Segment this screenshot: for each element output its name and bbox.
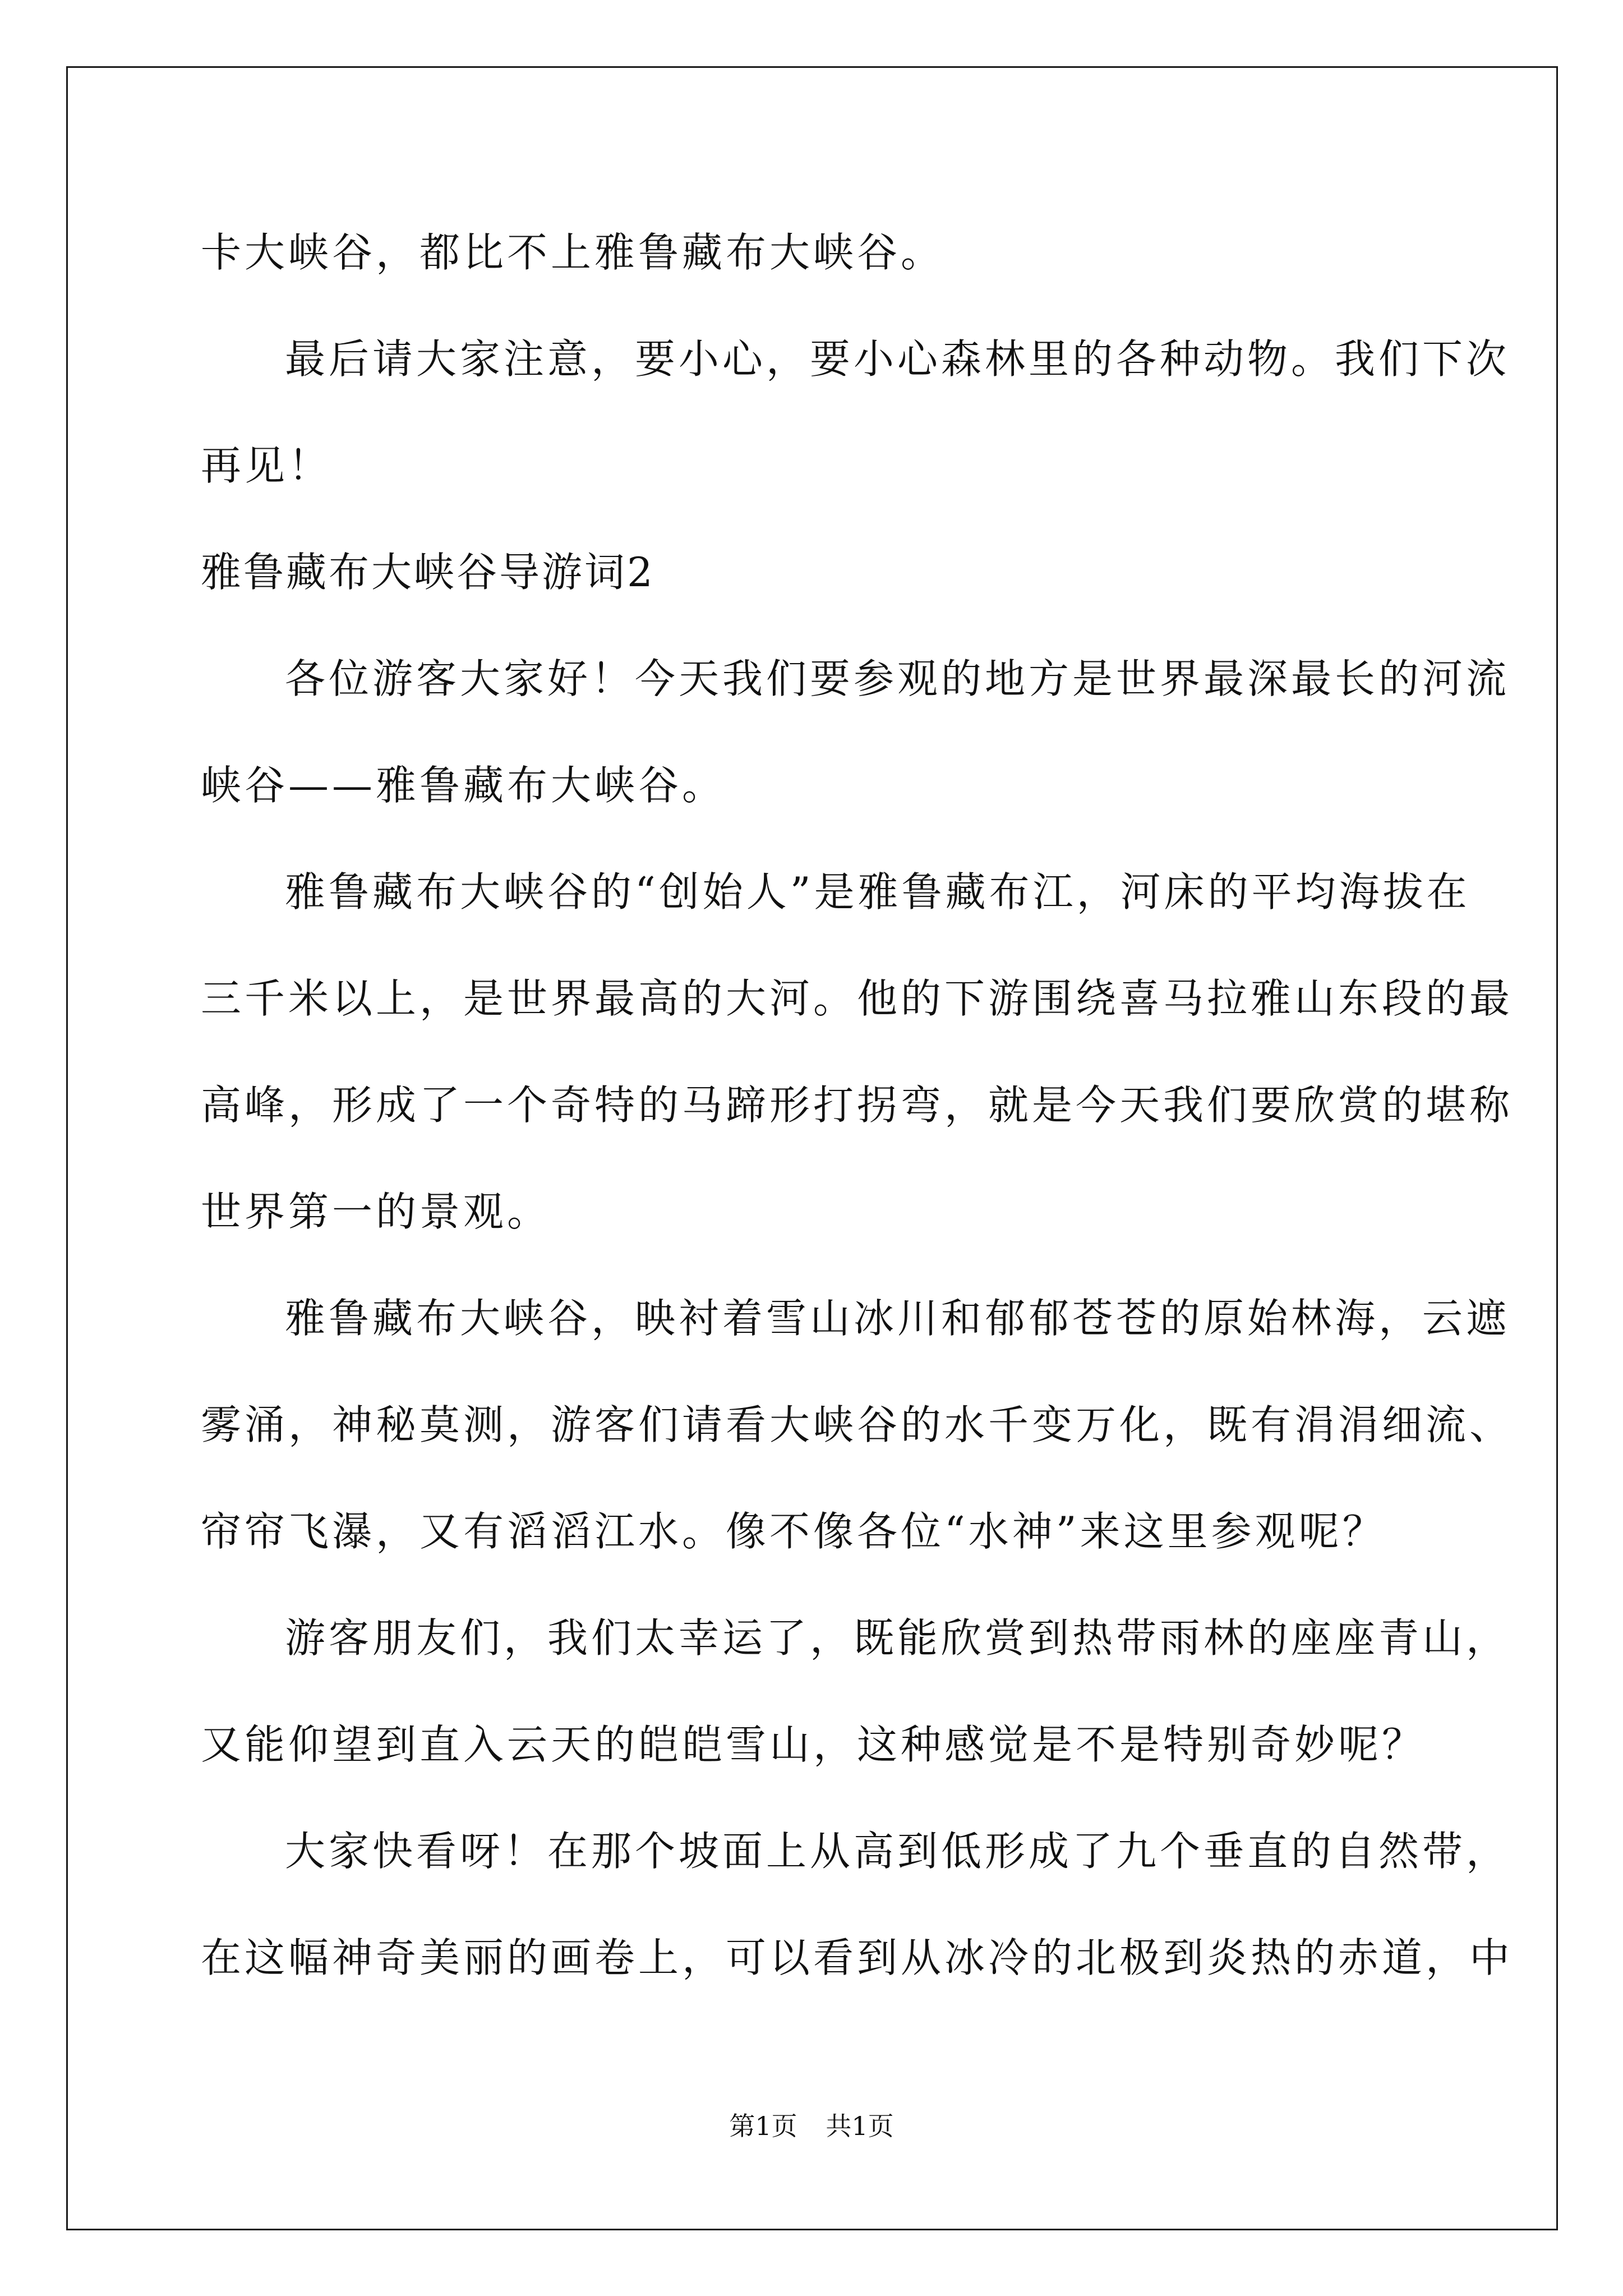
text-line: 峡谷——雅鲁藏布大峡谷。 [201, 762, 726, 809]
text-line: 又能仰望到直入云天的皑皑雪山，这种感觉是不是特别奇妙呢？ [201, 1721, 1426, 1768]
text-line: 在这幅神奇美丽的画卷上，可以看到从冰冷的北极到炎热的赤道，中 [201, 1934, 1514, 1981]
text-line: 卡大峡谷，都比不上雅鲁藏布大峡谷。 [201, 229, 945, 276]
text-line: 帘帘飞瀑，又有滔滔江水。像不像各位“水神”来这里参观呢？ [201, 1508, 1386, 1555]
text-line: 世界第一的景观。 [201, 1188, 551, 1235]
paragraph-line: 雅鲁藏布大峡谷，映衬着雪山冰川和郁郁苍苍的原始林海，云遮 [285, 1295, 1510, 1342]
text-line: 三千米以上，是世界最高的大河。他的下游围绕喜马拉雅山东段的最 [201, 975, 1514, 1022]
paragraph-line: 雅鲁藏布大峡谷的“创始人”是雅鲁藏布江，河床的平均海拔在 [285, 868, 1470, 915]
text-line: 再见！ [201, 442, 333, 489]
page-footer [0, 2109, 1623, 2143]
document-body [201, 219, 1514, 2031]
paragraph-line: 游客朋友们，我们太幸运了，既能欣赏到热带雨林的座座青山， [285, 1614, 1510, 1662]
paragraph-line: 各位游客大家好！今天我们要参观的地方是世界最深最长的河流 [285, 655, 1510, 702]
page-total: 共1页 [826, 2111, 894, 2141]
text-line: 雾涌，神秘莫测，游客们请看大峡谷的水千变万化，既有涓涓细流、 [201, 1401, 1514, 1448]
page-number: 第1页 [729, 2111, 797, 2141]
paragraph-line: 最后请大家注意，要小心，要小心森林里的各种动物。我们下次 [285, 335, 1510, 383]
text-line: 高峰，形成了一个奇特的马蹄形打拐弯，就是今天我们要欣赏的堪称 [201, 1082, 1514, 1129]
paragraph-line: 大家快看呀！在那个坡面上从高到低形成了九个垂直的自然带， [285, 1828, 1510, 1875]
section-heading: 雅鲁藏布大峡谷导游词2 [201, 549, 655, 596]
